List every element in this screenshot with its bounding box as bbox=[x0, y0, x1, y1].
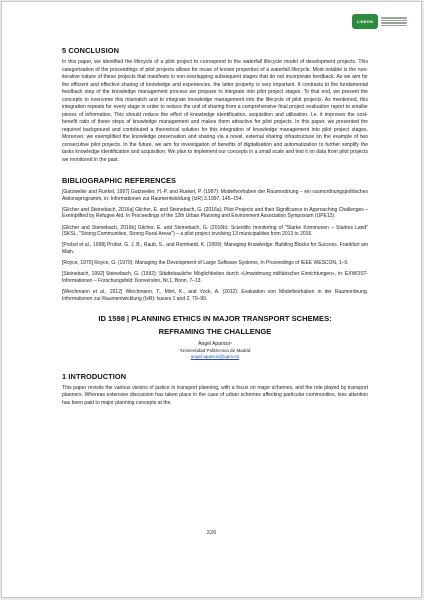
logo-text-lines bbox=[381, 17, 407, 26]
introduction-heading: 1 INTRODUCTION bbox=[62, 371, 127, 381]
reference-item: [Glicher and Steinebach, 2016b] Glicher, E. and Steinebach, G. (2016b): Scientific monitoring of "Starke Kommunen – Starkes Land" (SKSL, "Strong Communities, Strong Rural Areas") – a pilot project involving 13 municipalities from 2013 to 2016. bbox=[62, 224, 368, 238]
logo-badge: LISBON bbox=[352, 14, 378, 29]
next-paper-title bbox=[62, 312, 368, 338]
conclusion-body: In this paper, we identified the lifecycle of a pilot project to correspond to the waterfall lifecycle model of development projects. This categorisation of the proceedings of pilot projects allows for reuse of known properties of a waterfall lifecycle. Most notable is the non-iterative nature of these projects that manifests in non-overlapping subsequent stages that do not incorporate feedback. As we aim for the efficient and effective sharing of knowledge and experiences, the latter property is very important. It contrasts to the fundamental feedback step of the knowledge management process we propose to integrate into pilot project stages. To that end, we present the concepts to overcome this mismatch and to integrate knowledge management into the lifecycle of pilot projects. As mentioned, this integration repeats for every stage in order to reduce the unit of sharing from a comprehensive final project evaluation report to smaller pieces of information. This should reduce the effort of knowledge identification, acquisition and utilisation. I.e. it improves the cost-benefit ratio of these steps of knowledge management and makes them attractive for pilot projects. In this paper, we presented the required background and contributed a theoretical solution for this integration of knowledge management into pilot project stages. Moreover, we exemplified the knowledge preservation and sharing via a novel, external sharing infrastructure on the example of two consecutive pilot projects. In the future, we aim for investigation of benefits of digitalisation and automatization to further simplify the tasks knowledge identification and acquisition. We plan to implement our concepts in a small scale and test it on data from pilot projects we monitored in the past. bbox=[62, 59, 368, 163]
reference-item: [Probst et al., 1998] Probst, G. J. B., Raub, S., and Romhardt, K. (1999): Managing Knowledge: Building Blocks for Success, Frankfurt am Main. bbox=[62, 242, 368, 255]
document-page bbox=[1, 1, 422, 598]
references-list bbox=[62, 189, 368, 302]
author-email-link[interactable]: angel.aparicio@upm.es bbox=[190, 353, 240, 359]
conference-logo bbox=[352, 14, 407, 29]
reference-item: [Wiechmann et al., 2012] Wiechmann, T., Mört, K., and Vock, A. (2012): Evaluation von Modellvorhaben in der Raumordnung. Informationen zur Raumentwicklung (IzR): Issues 1 and 2, 79–90. bbox=[62, 289, 368, 302]
reference-item: [Glicher and Steinebach, 2016a] Glicher, E. and Steinebach, G. (2016a): Pilot Projects and their Significance in Approaching Challenges – Exemplified by Refugee Aid. In Proceedings of the 12th Urban Planning and Environment Association Symposium (UPE12). bbox=[62, 206, 368, 220]
next-paper-title-line1: ID 1598 | PLANNING ETHICS IN MAJOR TRANSPORT SCHEMES: bbox=[98, 314, 332, 324]
reference-item: [Royce, 1970] Royce, G. (1970): Managing the Development of Large Software Systems, In Proceedings of IEEE WESCON, 1–9. bbox=[62, 260, 349, 267]
page-content bbox=[62, 46, 368, 407]
author-name: Ángel Aparicio¹ bbox=[198, 341, 232, 348]
reference-item: [Steinebach, 1992] Steinebach, G. (1992): Städtebauliche Möglichkeiten durch »Umwidmung militärischer Einrichtungen«, in: EXWOST-Informationen – Forschungsfeld: Konversion, Nr.1, Bonn, 7–13. bbox=[62, 271, 368, 284]
introduction-body: This paper revisits the various visions of justice in transport planning, with a focus on major schemes, and the role played by transport planners. Whereas extensive discussion has taken place in the case of urban schemes affecting particular communities, less attention has been paid to major planning concepts at the bbox=[62, 384, 368, 406]
conclusion-heading: 5 CONCLUSION bbox=[62, 46, 120, 55]
reference-item: [Gatzweiler and Runkel, 1997] Gatzweiler, H.-P. and Runkel, P. (1997): Modellvorhaben der Raumordnung – ein raumordnungspolitisches Aktionsprogramm, in: Informationen zur Raumentwicklung (IzR) 3.1997, 145–154. bbox=[62, 189, 368, 202]
author-affiliation: ¹Universidad Politécnica de Madrid bbox=[179, 347, 251, 353]
references-heading: BIBLIOGRAPHIC REFERENCES bbox=[62, 176, 177, 185]
page-number: 226 bbox=[206, 530, 217, 536]
next-paper-title-line2: REFRAMING THE CHALLENGE bbox=[158, 327, 272, 337]
